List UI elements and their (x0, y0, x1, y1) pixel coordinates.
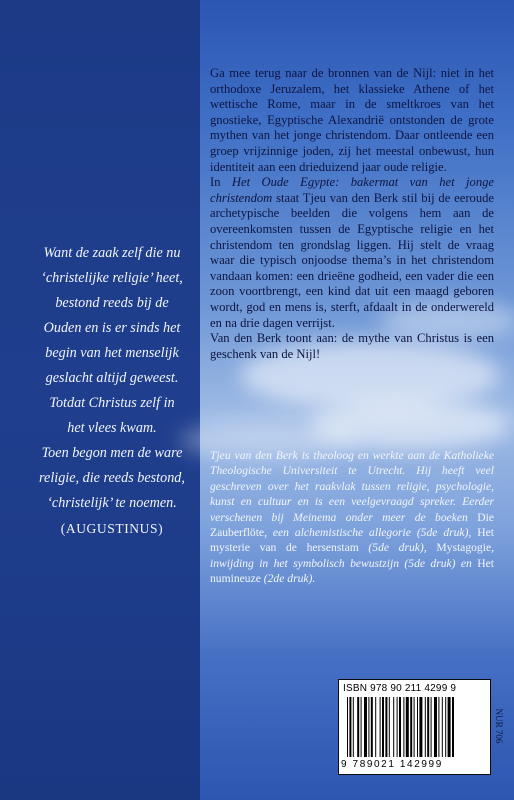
blurb-paragraph-1: Ga mee terug naar de bronnen van de Nijl: niet in het orthodoxe Jeruzalem, het klassieke Athene of het wettische Rome, maar in de smeltkroes van het gnostieke, Egyptische Alexandrië ontstonden de grote mythen van het jonge christendom. Daar ontleende een groep vrijzinnige joden, zij het meestal onbewust, hun identiteit aan een drieduizend jaar oude religie. (210, 66, 494, 174)
barcode-bar (427, 697, 429, 757)
bio-text: Tjeu van den Berk is theoloog en werkte aan de Katholieke Theologische Universiteit te Utrecht. Hij heeft veel geschreven over het raakvlak tussen religie, psychologie, kunst en cultuur en is een veelgevraagd spreker. Eerder verschenen bij Meinema onder meer de boeken (210, 449, 494, 524)
barcode-bar (419, 697, 422, 757)
blurb-lead: In (210, 175, 232, 190)
barcode-bar (448, 697, 451, 757)
barcode-bar (375, 697, 376, 757)
barcode-bar (357, 697, 359, 757)
bio-book-title: Mystagogie (436, 541, 492, 555)
barcode-bar (438, 697, 439, 757)
barcode-bar (442, 697, 443, 757)
book-title: Het Oude Egypte: bakermat van het jonge christendom (210, 175, 495, 205)
barcode-bar (364, 697, 367, 757)
barcode-bar (353, 697, 354, 757)
bio-paragraph (210, 448, 494, 587)
barcode-bar (371, 697, 373, 757)
barcode-bar (445, 697, 446, 757)
nur-text: NUR 706 (494, 708, 504, 744)
bio-text: (2de druk). (260, 572, 316, 586)
bio-book-title: Het mysterie van de hersenstam (210, 526, 494, 555)
barcode-bar (403, 697, 404, 757)
nur-code (490, 682, 508, 770)
barcode-bar (393, 697, 394, 757)
quote-line: Want de zaak zelf die nu (43, 245, 181, 261)
quote-line: Ouden en is er sinds het (43, 320, 181, 336)
barcode-digits: 9 789021 142999 (341, 759, 443, 770)
bio-book-title: Die Zauberflöte (210, 510, 494, 540)
barcode-bar (406, 697, 409, 757)
barcode-bar (399, 697, 401, 757)
bio-book-title: Het numineuze (210, 556, 494, 586)
quote-line: het vlees kwam. (67, 420, 157, 436)
barcode-bar (347, 697, 348, 757)
quote-line: ‘christelijke religie’ heet, (41, 270, 183, 286)
barcode-bar (385, 697, 387, 757)
bio-text: , een alchemistische allegorie (5de druk), (264, 526, 478, 540)
barcode-bar (389, 697, 390, 757)
quote-line: religie, die reeds bestond, (39, 470, 185, 486)
quote-line: ‘christelijk’ te noemen. (47, 495, 177, 511)
barcode-bar (452, 697, 454, 757)
barcode-bar (361, 697, 362, 757)
quote-line: Toen begon men de ware (41, 445, 183, 461)
augustinus-quote (34, 241, 190, 541)
barcode-bar (382, 697, 384, 757)
blurb-paragraph-3: Van den Berk toont aan: de mythe van Christus is een geschenk van de Nijl! (210, 331, 494, 361)
quote-line: Totdat Christus zelf in (49, 395, 175, 411)
barcode-bar (431, 697, 432, 757)
barcode-bar (425, 697, 426, 757)
barcode-bar (349, 697, 351, 757)
barcode-bar (368, 697, 369, 757)
quote-line: geslacht altijd geweest. (45, 370, 179, 386)
barcode-bar (434, 697, 437, 757)
isbn-barcode (338, 679, 491, 775)
bio-text: (5de druk), (358, 541, 437, 555)
barcode-bar (414, 697, 415, 757)
blurb-paragraph-2 (210, 175, 494, 331)
quote-author: (AUGUSTINUS) (60, 521, 164, 536)
isbn-text: ISBN 978 90 211 4299 9 (343, 683, 457, 694)
barcode-bar (417, 697, 418, 757)
bio-text: , inwijding in het symbolisch bewustzijn (5de druk) en (210, 541, 494, 570)
quote-line: begin van het menselijk (45, 345, 179, 361)
barcode-bar (397, 697, 398, 757)
book-blurb (210, 66, 494, 362)
barcode-bars (347, 697, 483, 757)
barcode-bar (380, 697, 381, 757)
barcode-bar (410, 697, 412, 757)
quote-line: bestond reeds bij de (55, 295, 169, 311)
blurb-text: staat Tjeu van den Berk stil bij de eeroude archetypische beelden die volgens hem aan de overeenkomsten tussen de Egyptische religie en het christendom ten grondslag liggen. Hij stelt de vraag waar die typisch onjoodse thema’s in het christendom vandaan komen: een drieëne godheid, een vader die een zoon voortbrengt, een kind dat uit een maagd geboren wordt, god en mens is, sterft, afdaalt in de onderwereld en na drie dagen verrijst. (210, 190, 494, 330)
author-bio (210, 448, 494, 587)
